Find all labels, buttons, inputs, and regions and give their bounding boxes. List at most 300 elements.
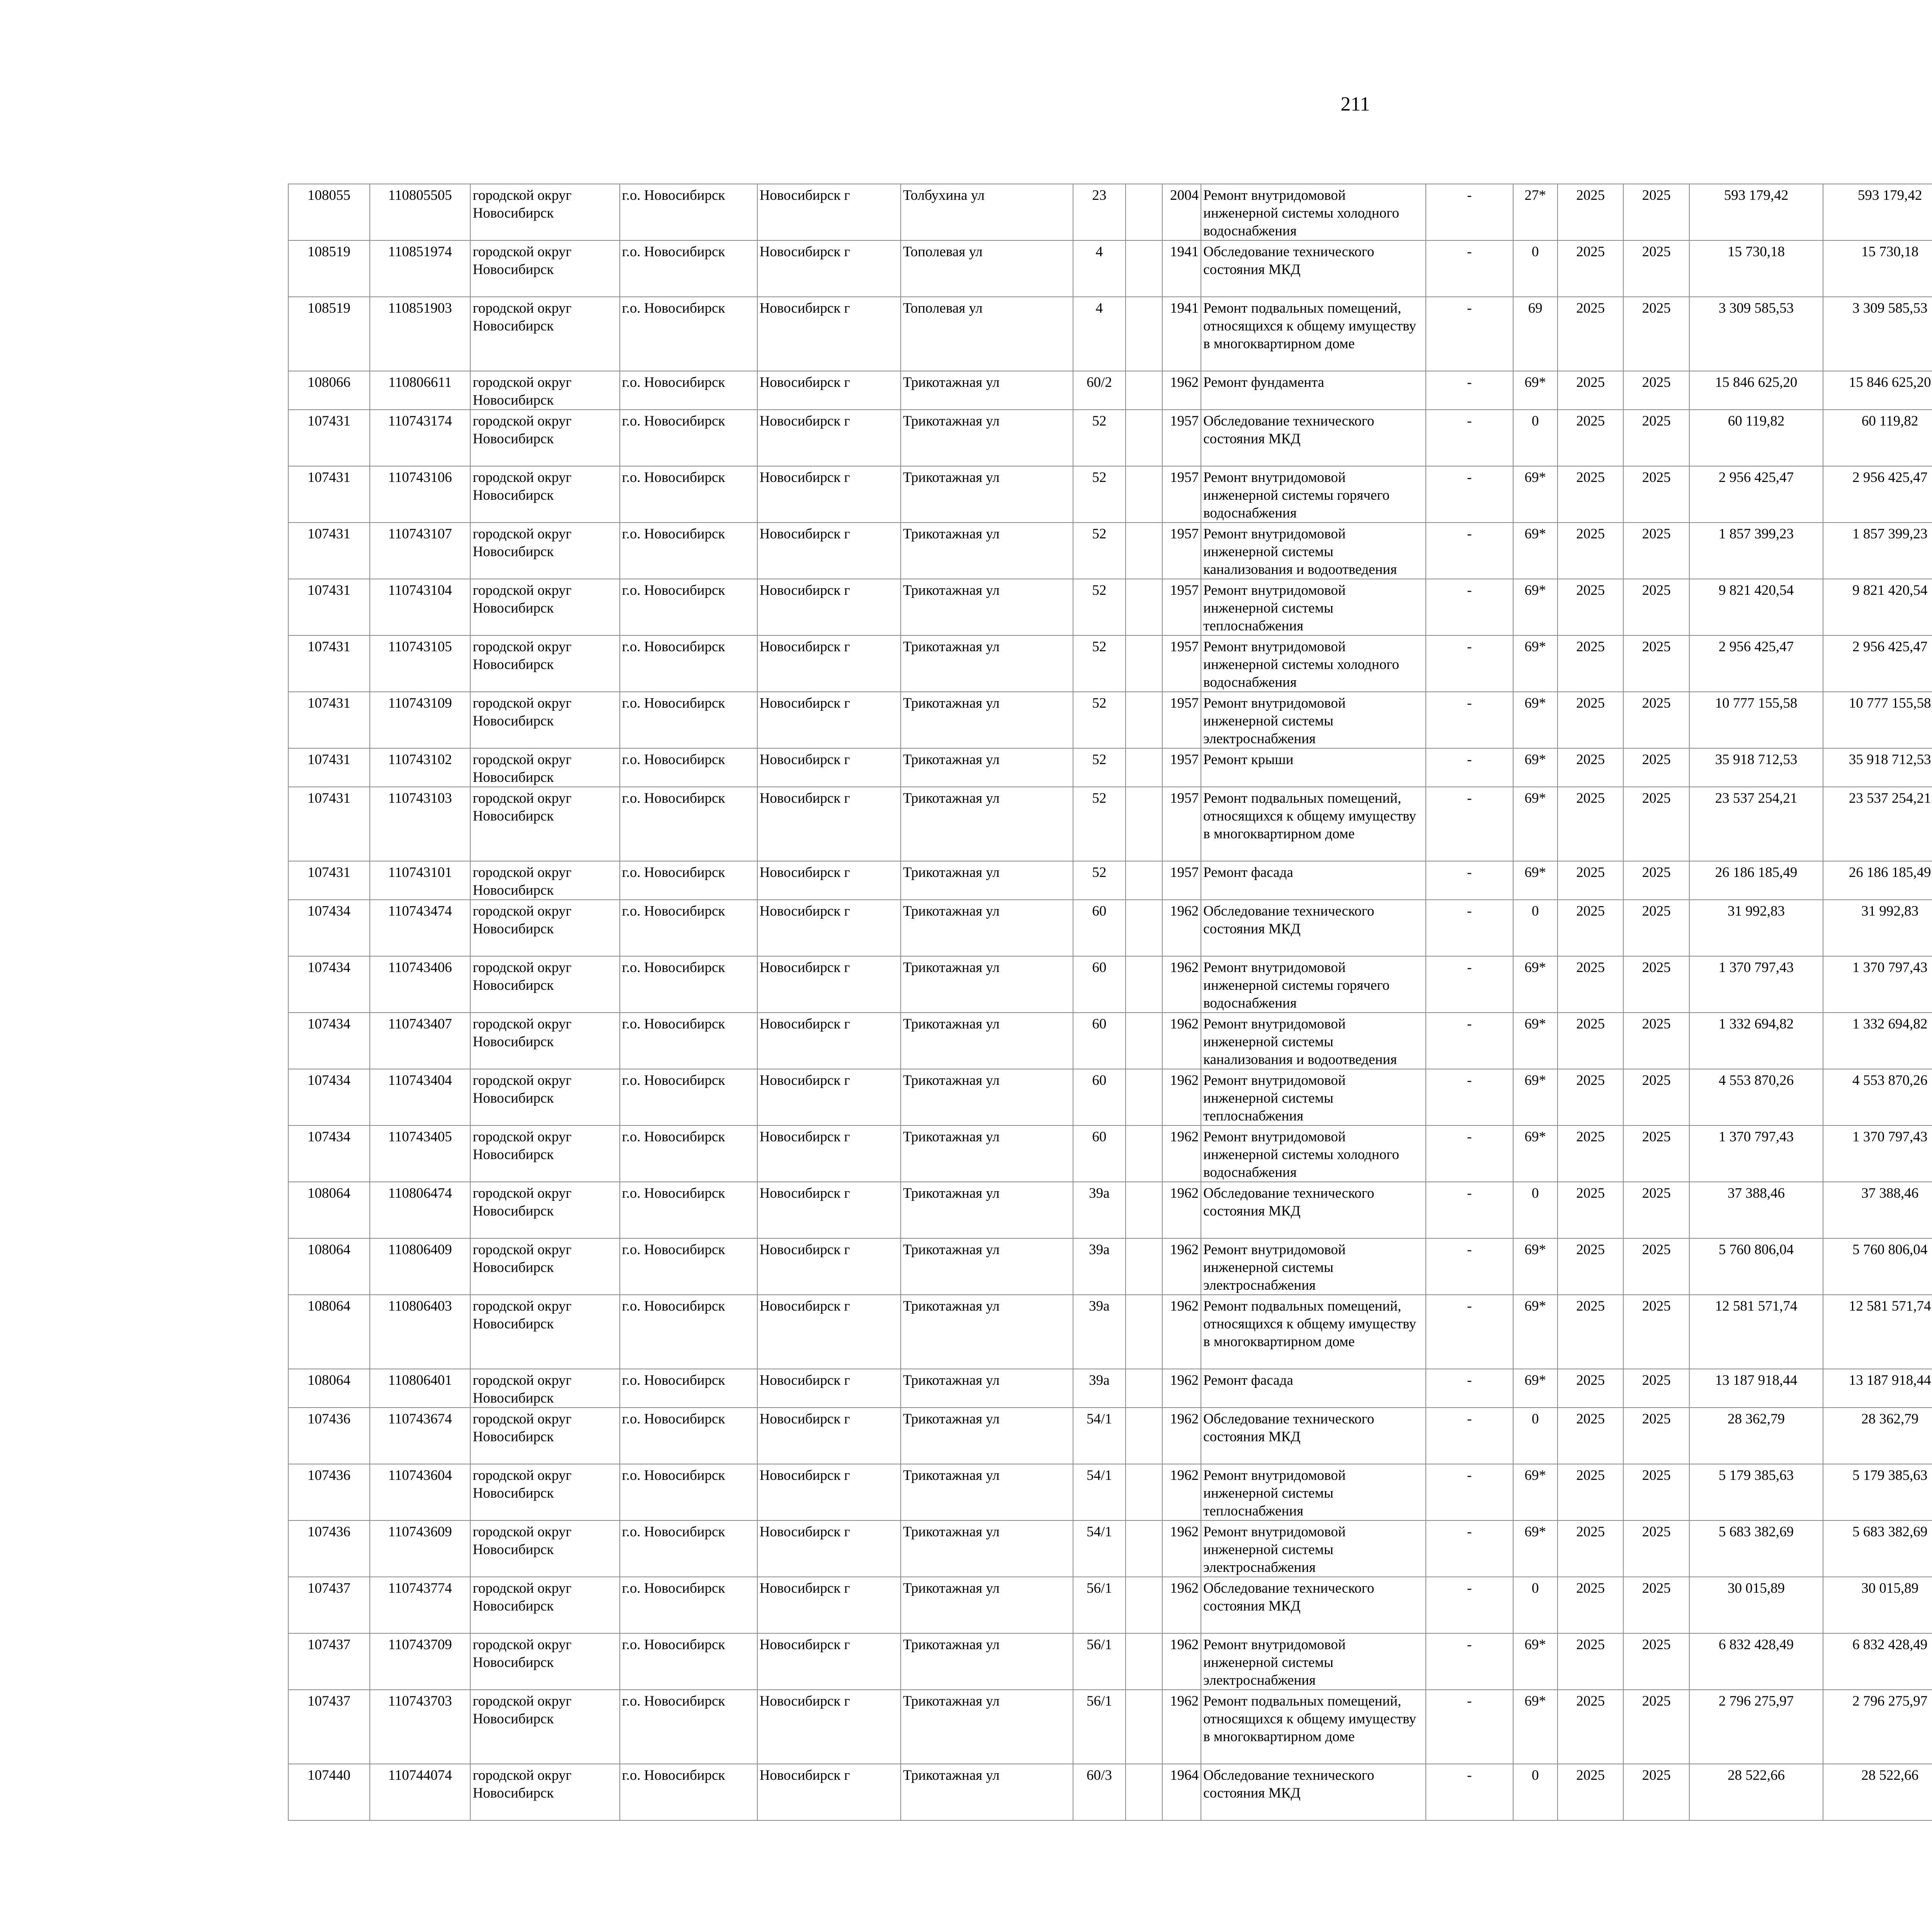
house-number-cell: 52 xyxy=(1073,692,1125,748)
street-cell: Толбухина ул xyxy=(901,184,1073,240)
year-start-cell: 2025 xyxy=(1558,1520,1624,1577)
dash-cell: - xyxy=(1426,635,1513,692)
year-built-cell: 1941 xyxy=(1162,240,1201,297)
code-cell: 0 xyxy=(1513,1577,1558,1633)
dash-cell: - xyxy=(1426,371,1513,410)
work-id-cell: 110806403 xyxy=(370,1295,471,1369)
year-built-cell: 1962 xyxy=(1162,900,1201,956)
year-built-cell: 1962 xyxy=(1162,1690,1201,1764)
dash-cell: - xyxy=(1426,1633,1513,1690)
year-end-cell: 2025 xyxy=(1623,900,1689,956)
year-built-cell: 1962 xyxy=(1162,1069,1201,1125)
table-row xyxy=(288,861,1932,900)
house-number-cell: 52 xyxy=(1073,466,1125,523)
house-number-cell: 60 xyxy=(1073,1013,1125,1069)
letter-cell xyxy=(1126,635,1162,692)
year-built-cell: 1962 xyxy=(1162,371,1201,410)
year-built-cell: 1962 xyxy=(1162,1238,1201,1295)
table-row xyxy=(288,240,1932,297)
house-number-cell: 60/2 xyxy=(1073,371,1125,410)
address-id-cell: 107434 xyxy=(288,956,370,1013)
table-row xyxy=(288,1182,1932,1238)
year-end-cell: 2025 xyxy=(1623,1295,1689,1369)
dash-cell: - xyxy=(1426,1182,1513,1238)
district-cell: городской округ Новосибирск xyxy=(470,466,619,523)
work-type-cell: Ремонт внутридомовой инженерной системы электроснабжения xyxy=(1201,1520,1426,1577)
fund-cost-cell: 10 777 155,58 xyxy=(1823,692,1932,748)
work-id-cell: 110806611 xyxy=(370,371,471,410)
work-id-cell: 110743106 xyxy=(370,466,471,523)
year-end-cell: 2025 xyxy=(1623,748,1689,787)
year-built-cell: 1962 xyxy=(1162,1408,1201,1464)
code-cell: 69* xyxy=(1513,1125,1558,1182)
dash-cell: - xyxy=(1426,1764,1513,1820)
municipality-cell: г.о. Новосибирск xyxy=(620,1520,757,1577)
letter-cell xyxy=(1126,900,1162,956)
year-start-cell: 2025 xyxy=(1558,1633,1624,1690)
street-cell: Трикотажная ул xyxy=(901,1690,1073,1764)
locality-cell: Новосибирск г xyxy=(757,1013,901,1069)
table-row xyxy=(288,579,1932,635)
year-end-cell: 2025 xyxy=(1623,523,1689,579)
code-cell: 69* xyxy=(1513,371,1558,410)
work-id-cell: 110743774 xyxy=(370,1577,471,1633)
district-cell: городской округ Новосибирск xyxy=(470,1690,619,1764)
dash-cell: - xyxy=(1426,1577,1513,1633)
repair-register-table xyxy=(288,184,1932,1821)
dash-cell: - xyxy=(1426,1295,1513,1369)
letter-cell xyxy=(1126,692,1162,748)
code-cell: 69* xyxy=(1513,692,1558,748)
letter-cell xyxy=(1126,787,1162,861)
municipality-cell: г.о. Новосибирск xyxy=(620,1690,757,1764)
locality-cell: Новосибирск г xyxy=(757,1238,901,1295)
year-start-cell: 2025 xyxy=(1558,410,1624,466)
code-cell: 0 xyxy=(1513,410,1558,466)
code-cell: 69* xyxy=(1513,1690,1558,1764)
year-end-cell: 2025 xyxy=(1623,466,1689,523)
letter-cell xyxy=(1126,1690,1162,1764)
district-cell: городской округ Новосибирск xyxy=(470,1295,619,1369)
work-type-cell: Ремонт внутридомовой инженерной системы горячего водоснабжения xyxy=(1201,466,1426,523)
year-start-cell: 2025 xyxy=(1558,523,1624,579)
year-built-cell: 1957 xyxy=(1162,748,1201,787)
house-number-cell: 39а xyxy=(1073,1369,1125,1408)
total-cost-cell: 2 956 425,47 xyxy=(1689,635,1823,692)
dash-cell: - xyxy=(1426,1238,1513,1295)
street-cell: Трикотажная ул xyxy=(901,1125,1073,1182)
year-end-cell: 2025 xyxy=(1623,240,1689,297)
work-type-cell: Ремонт внутридомовой инженерной системы холодного водоснабжения xyxy=(1201,184,1426,240)
house-number-cell: 52 xyxy=(1073,635,1125,692)
work-id-cell: 110743105 xyxy=(370,635,471,692)
locality-cell: Новосибирск г xyxy=(757,523,901,579)
total-cost-cell: 4 553 870,26 xyxy=(1689,1069,1823,1125)
locality-cell: Новосибирск г xyxy=(757,579,901,635)
code-cell: 69* xyxy=(1513,1013,1558,1069)
work-id-cell: 110743406 xyxy=(370,956,471,1013)
house-number-cell: 60/3 xyxy=(1073,1764,1125,1820)
year-start-cell: 2025 xyxy=(1558,297,1624,371)
fund-cost-cell: 28 362,79 xyxy=(1823,1408,1932,1464)
year-start-cell: 2025 xyxy=(1558,184,1624,240)
year-built-cell: 1962 xyxy=(1162,1125,1201,1182)
code-cell: 69* xyxy=(1513,579,1558,635)
code-cell: 0 xyxy=(1513,1764,1558,1820)
letter-cell xyxy=(1126,1295,1162,1369)
total-cost-cell: 5 760 806,04 xyxy=(1689,1238,1823,1295)
year-start-cell: 2025 xyxy=(1558,371,1624,410)
district-cell: городской округ Новосибирск xyxy=(470,184,619,240)
total-cost-cell: 5 179 385,63 xyxy=(1689,1464,1823,1520)
year-end-cell: 2025 xyxy=(1623,956,1689,1013)
municipality-cell: г.о. Новосибирск xyxy=(620,240,757,297)
house-number-cell: 52 xyxy=(1073,410,1125,466)
fund-cost-cell: 6 832 428,49 xyxy=(1823,1633,1932,1690)
district-cell: городской округ Новосибирск xyxy=(470,1125,619,1182)
municipality-cell: г.о. Новосибирск xyxy=(620,184,757,240)
letter-cell xyxy=(1126,240,1162,297)
work-id-cell: 110743407 xyxy=(370,1013,471,1069)
fund-cost-cell: 5 179 385,63 xyxy=(1823,1464,1932,1520)
municipality-cell: г.о. Новосибирск xyxy=(620,466,757,523)
work-id-cell: 110851974 xyxy=(370,240,471,297)
table-row xyxy=(288,1633,1932,1690)
dash-cell: - xyxy=(1426,1690,1513,1764)
work-id-cell: 110743703 xyxy=(370,1690,471,1764)
district-cell: городской округ Новосибирск xyxy=(470,748,619,787)
fund-cost-cell: 2 956 425,47 xyxy=(1823,466,1932,523)
municipality-cell: г.о. Новосибирск xyxy=(620,900,757,956)
district-cell: городской округ Новосибирск xyxy=(470,240,619,297)
work-id-cell: 110743405 xyxy=(370,1125,471,1182)
code-cell: 69* xyxy=(1513,787,1558,861)
address-id-cell: 107437 xyxy=(288,1633,370,1690)
total-cost-cell: 35 918 712,53 xyxy=(1689,748,1823,787)
street-cell: Трикотажная ул xyxy=(901,1520,1073,1577)
district-cell: городской округ Новосибирск xyxy=(470,635,619,692)
district-cell: городской округ Новосибирск xyxy=(470,1369,619,1408)
total-cost-cell: 37 388,46 xyxy=(1689,1182,1823,1238)
total-cost-cell: 28 362,79 xyxy=(1689,1408,1823,1464)
dash-cell: - xyxy=(1426,184,1513,240)
dash-cell: - xyxy=(1426,861,1513,900)
street-cell: Трикотажная ул xyxy=(901,900,1073,956)
district-cell: городской округ Новосибирск xyxy=(470,1408,619,1464)
year-end-cell: 2025 xyxy=(1623,635,1689,692)
year-end-cell: 2025 xyxy=(1623,1633,1689,1690)
year-built-cell: 1957 xyxy=(1162,579,1201,635)
district-cell: городской округ Новосибирск xyxy=(470,1577,619,1633)
fund-cost-cell: 30 015,89 xyxy=(1823,1577,1932,1633)
year-end-cell: 2025 xyxy=(1623,692,1689,748)
fund-cost-cell: 13 187 918,44 xyxy=(1823,1369,1932,1408)
work-type-cell: Ремонт подвальных помещений, относящихся к общему имуществу в многоквартирном доме xyxy=(1201,1295,1426,1369)
code-cell: 69* xyxy=(1513,956,1558,1013)
year-start-cell: 2025 xyxy=(1558,787,1624,861)
house-number-cell: 52 xyxy=(1073,579,1125,635)
locality-cell: Новосибирск г xyxy=(757,1408,901,1464)
code-cell: 0 xyxy=(1513,1408,1558,1464)
year-start-cell: 2025 xyxy=(1558,1238,1624,1295)
total-cost-cell: 10 777 155,58 xyxy=(1689,692,1823,748)
year-end-cell: 2025 xyxy=(1623,1764,1689,1820)
letter-cell xyxy=(1126,1464,1162,1520)
letter-cell xyxy=(1126,523,1162,579)
locality-cell: Новосибирск г xyxy=(757,240,901,297)
table-row xyxy=(288,1690,1932,1764)
address-id-cell: 107436 xyxy=(288,1520,370,1577)
address-id-cell: 107431 xyxy=(288,861,370,900)
address-id-cell: 107436 xyxy=(288,1408,370,1464)
fund-cost-cell: 4 553 870,26 xyxy=(1823,1069,1932,1125)
year-built-cell: 1941 xyxy=(1162,297,1201,371)
house-number-cell: 4 xyxy=(1073,297,1125,371)
street-cell: Трикотажная ул xyxy=(901,1633,1073,1690)
work-id-cell: 110743709 xyxy=(370,1633,471,1690)
dash-cell: - xyxy=(1426,692,1513,748)
letter-cell xyxy=(1126,1764,1162,1820)
year-start-cell: 2025 xyxy=(1558,692,1624,748)
house-number-cell: 54/1 xyxy=(1073,1464,1125,1520)
fund-cost-cell: 12 581 571,74 xyxy=(1823,1295,1932,1369)
work-type-cell: Ремонт подвальных помещений, относящихся к общему имуществу в многоквартирном доме xyxy=(1201,1690,1426,1764)
address-id-cell: 107434 xyxy=(288,1013,370,1069)
house-number-cell: 52 xyxy=(1073,748,1125,787)
year-built-cell: 1962 xyxy=(1162,1577,1201,1633)
year-start-cell: 2025 xyxy=(1558,1464,1624,1520)
total-cost-cell: 9 821 420,54 xyxy=(1689,579,1823,635)
address-id-cell: 108066 xyxy=(288,371,370,410)
year-start-cell: 2025 xyxy=(1558,1069,1624,1125)
letter-cell xyxy=(1126,1520,1162,1577)
code-cell: 69* xyxy=(1513,466,1558,523)
street-cell: Трикотажная ул xyxy=(901,1069,1073,1125)
year-end-cell: 2025 xyxy=(1623,1577,1689,1633)
municipality-cell: г.о. Новосибирск xyxy=(620,635,757,692)
street-cell: Трикотажная ул xyxy=(901,956,1073,1013)
street-cell: Трикотажная ул xyxy=(901,1408,1073,1464)
work-type-cell: Ремонт внутридомовой инженерной системы электроснабжения xyxy=(1201,692,1426,748)
street-cell: Трикотажная ул xyxy=(901,410,1073,466)
district-cell: городской округ Новосибирск xyxy=(470,1182,619,1238)
code-cell: 69* xyxy=(1513,1464,1558,1520)
house-number-cell: 4 xyxy=(1073,240,1125,297)
street-cell: Трикотажная ул xyxy=(901,748,1073,787)
house-number-cell: 56/1 xyxy=(1073,1633,1125,1690)
year-built-cell: 1957 xyxy=(1162,523,1201,579)
code-cell: 69* xyxy=(1513,1238,1558,1295)
letter-cell xyxy=(1126,1408,1162,1464)
street-cell: Трикотажная ул xyxy=(901,692,1073,748)
table-row xyxy=(288,1295,1932,1369)
work-id-cell: 110743674 xyxy=(370,1408,471,1464)
year-built-cell: 1962 xyxy=(1162,1295,1201,1369)
code-cell: 69* xyxy=(1513,1069,1558,1125)
work-type-cell: Обследование технического состояния МКД xyxy=(1201,240,1426,297)
district-cell: городской округ Новосибирск xyxy=(470,956,619,1013)
street-cell: Тополевая ул xyxy=(901,240,1073,297)
municipality-cell: г.о. Новосибирск xyxy=(620,1013,757,1069)
fund-cost-cell: 28 522,66 xyxy=(1823,1764,1932,1820)
district-cell: городской округ Новосибирск xyxy=(470,371,619,410)
house-number-cell: 39а xyxy=(1073,1295,1125,1369)
work-id-cell: 110851903 xyxy=(370,297,471,371)
municipality-cell: г.о. Новосибирск xyxy=(620,371,757,410)
address-id-cell: 107436 xyxy=(288,1464,370,1520)
locality-cell: Новосибирск г xyxy=(757,748,901,787)
work-type-cell: Ремонт внутридомовой инженерной системы холодного водоснабжения xyxy=(1201,1125,1426,1182)
work-type-cell: Ремонт внутридомовой инженерной системы теплоснабжения xyxy=(1201,579,1426,635)
locality-cell: Новосибирск г xyxy=(757,787,901,861)
work-type-cell: Ремонт внутридомовой инженерной системы теплоснабжения xyxy=(1201,1069,1426,1125)
year-built-cell: 1962 xyxy=(1162,1013,1201,1069)
table-row xyxy=(288,787,1932,861)
table-row xyxy=(288,184,1932,240)
address-id-cell: 107431 xyxy=(288,692,370,748)
street-cell: Трикотажная ул xyxy=(901,466,1073,523)
address-id-cell: 107431 xyxy=(288,748,370,787)
code-cell: 69 xyxy=(1513,297,1558,371)
locality-cell: Новосибирск г xyxy=(757,900,901,956)
fund-cost-cell: 1 857 399,23 xyxy=(1823,523,1932,579)
work-id-cell: 110805505 xyxy=(370,184,471,240)
locality-cell: Новосибирск г xyxy=(757,1690,901,1764)
table-row xyxy=(288,1125,1932,1182)
address-id-cell: 108064 xyxy=(288,1182,370,1238)
year-start-cell: 2025 xyxy=(1558,466,1624,523)
locality-cell: Новосибирск г xyxy=(757,1633,901,1690)
letter-cell xyxy=(1126,1577,1162,1633)
street-cell: Трикотажная ул xyxy=(901,523,1073,579)
district-cell: городской округ Новосибирск xyxy=(470,900,619,956)
district-cell: городской округ Новосибирск xyxy=(470,523,619,579)
total-cost-cell: 2 796 275,97 xyxy=(1689,1690,1823,1764)
address-id-cell: 108519 xyxy=(288,297,370,371)
address-id-cell: 107434 xyxy=(288,1069,370,1125)
locality-cell: Новосибирск г xyxy=(757,861,901,900)
year-end-cell: 2025 xyxy=(1623,1690,1689,1764)
work-type-cell: Ремонт внутридомовой инженерной системы канализования и водоотведения xyxy=(1201,523,1426,579)
district-cell: городской округ Новосибирск xyxy=(470,1520,619,1577)
total-cost-cell: 1 370 797,43 xyxy=(1689,1125,1823,1182)
total-cost-cell: 2 956 425,47 xyxy=(1689,466,1823,523)
code-cell: 69* xyxy=(1513,1369,1558,1408)
fund-cost-cell: 35 918 712,53 xyxy=(1823,748,1932,787)
letter-cell xyxy=(1126,297,1162,371)
street-cell: Трикотажная ул xyxy=(901,1369,1073,1408)
fund-cost-cell: 1 332 694,82 xyxy=(1823,1013,1932,1069)
house-number-cell: 60 xyxy=(1073,900,1125,956)
street-cell: Трикотажная ул xyxy=(901,1013,1073,1069)
code-cell: 27* xyxy=(1513,184,1558,240)
address-id-cell: 107431 xyxy=(288,635,370,692)
municipality-cell: г.о. Новосибирск xyxy=(620,1295,757,1369)
table-row xyxy=(288,371,1932,410)
letter-cell xyxy=(1126,1125,1162,1182)
letter-cell xyxy=(1126,1069,1162,1125)
year-start-cell: 2025 xyxy=(1558,1764,1624,1820)
house-number-cell: 52 xyxy=(1073,787,1125,861)
code-cell: 69* xyxy=(1513,523,1558,579)
year-built-cell: 2004 xyxy=(1162,184,1201,240)
dash-cell: - xyxy=(1426,1069,1513,1125)
year-start-cell: 2025 xyxy=(1558,1577,1624,1633)
district-cell: городской округ Новосибирск xyxy=(470,787,619,861)
letter-cell xyxy=(1126,466,1162,523)
municipality-cell: г.о. Новосибирск xyxy=(620,748,757,787)
house-number-cell: 54/1 xyxy=(1073,1408,1125,1464)
work-type-cell: Обследование технического состояния МКД xyxy=(1201,1408,1426,1464)
table-row xyxy=(288,748,1932,787)
work-id-cell: 110743101 xyxy=(370,861,471,900)
year-start-cell: 2025 xyxy=(1558,240,1624,297)
street-cell: Трикотажная ул xyxy=(901,1464,1073,1520)
total-cost-cell: 1 857 399,23 xyxy=(1689,523,1823,579)
fund-cost-cell: 1 370 797,43 xyxy=(1823,1125,1932,1182)
total-cost-cell: 15 846 625,20 xyxy=(1689,371,1823,410)
year-built-cell: 1962 xyxy=(1162,1520,1201,1577)
year-end-cell: 2025 xyxy=(1623,371,1689,410)
table-row xyxy=(288,635,1932,692)
letter-cell xyxy=(1126,184,1162,240)
table-row xyxy=(288,466,1932,523)
dash-cell: - xyxy=(1426,579,1513,635)
work-type-cell: Обследование технического состояния МКД xyxy=(1201,1764,1426,1820)
year-end-cell: 2025 xyxy=(1623,1238,1689,1295)
fund-cost-cell: 5 683 382,69 xyxy=(1823,1520,1932,1577)
code-cell: 69* xyxy=(1513,861,1558,900)
municipality-cell: г.о. Новосибирск xyxy=(620,297,757,371)
work-type-cell: Ремонт внутридомовой инженерной системы электроснабжения xyxy=(1201,1633,1426,1690)
locality-cell: Новосибирск г xyxy=(757,297,901,371)
fund-cost-cell: 593 179,42 xyxy=(1823,184,1932,240)
address-id-cell: 107437 xyxy=(288,1577,370,1633)
code-cell: 69* xyxy=(1513,1295,1558,1369)
address-id-cell: 107431 xyxy=(288,410,370,466)
year-end-cell: 2025 xyxy=(1623,1369,1689,1408)
work-id-cell: 110744074 xyxy=(370,1764,471,1820)
table-row xyxy=(288,1238,1932,1295)
year-start-cell: 2025 xyxy=(1558,1369,1624,1408)
municipality-cell: г.о. Новосибирск xyxy=(620,1125,757,1182)
dash-cell: - xyxy=(1426,1369,1513,1408)
work-type-cell: Ремонт внутридомовой инженерной системы канализования и водоотведения xyxy=(1201,1013,1426,1069)
year-start-cell: 2025 xyxy=(1558,579,1624,635)
municipality-cell: г.о. Новосибирск xyxy=(620,1408,757,1464)
fund-cost-cell: 5 760 806,04 xyxy=(1823,1238,1932,1295)
work-type-cell: Ремонт внутридомовой инженерной системы электроснабжения xyxy=(1201,1238,1426,1295)
dash-cell: - xyxy=(1426,1125,1513,1182)
year-start-cell: 2025 xyxy=(1558,748,1624,787)
fund-cost-cell: 15 730,18 xyxy=(1823,240,1932,297)
letter-cell xyxy=(1126,748,1162,787)
house-number-cell: 56/1 xyxy=(1073,1577,1125,1633)
year-built-cell: 1957 xyxy=(1162,410,1201,466)
street-cell: Трикотажная ул xyxy=(901,635,1073,692)
dash-cell: - xyxy=(1426,787,1513,861)
work-type-cell: Ремонт внутридомовой инженерной системы холодного водоснабжения xyxy=(1201,635,1426,692)
year-start-cell: 2025 xyxy=(1558,635,1624,692)
street-cell: Трикотажная ул xyxy=(901,579,1073,635)
municipality-cell: г.о. Новосибирск xyxy=(620,1182,757,1238)
year-start-cell: 2025 xyxy=(1558,956,1624,1013)
street-cell: Трикотажная ул xyxy=(901,787,1073,861)
total-cost-cell: 28 522,66 xyxy=(1689,1764,1823,1820)
code-cell: 69* xyxy=(1513,748,1558,787)
letter-cell xyxy=(1126,371,1162,410)
year-end-cell: 2025 xyxy=(1623,297,1689,371)
